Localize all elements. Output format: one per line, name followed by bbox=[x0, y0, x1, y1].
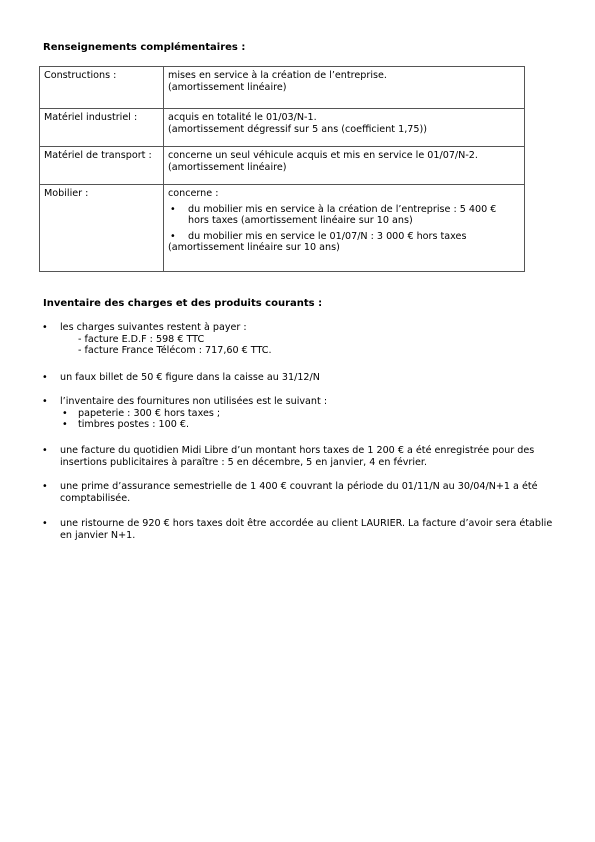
row-label: Mobilier : bbox=[40, 185, 164, 272]
inventaire-item-6 bbox=[40, 518, 560, 541]
bullet-icon: • bbox=[42, 481, 48, 492]
row-intro: concerne : bbox=[168, 188, 219, 199]
row-content bbox=[164, 109, 525, 147]
bullet-icon: • bbox=[42, 396, 48, 407]
table-row bbox=[40, 109, 525, 147]
sub-list-item-text: timbres postes : 100 €. bbox=[78, 419, 190, 430]
sub-list-item-text: papeterie : 300 € hors taxes ; bbox=[78, 407, 221, 419]
bullet-icon: • bbox=[170, 230, 176, 242]
bullet-icon: • bbox=[42, 372, 48, 383]
row-line: (amortissement dégressif sur 5 ans (coefficient 1,75)) bbox=[168, 123, 427, 135]
bullet-icon: • bbox=[42, 322, 48, 333]
row-content bbox=[164, 185, 525, 272]
list-item-text: l’inventaire des fournitures non utilisées est le suivant : bbox=[60, 396, 328, 407]
list-item-text: un faux billet de 50 € figure dans la caisse au 31/12/N bbox=[60, 372, 320, 383]
list-item-text: les charges suivantes restent à payer : bbox=[60, 322, 247, 333]
inventaire-item-2 bbox=[40, 372, 560, 384]
bullet-icon: • bbox=[42, 518, 48, 529]
row-content bbox=[164, 147, 525, 185]
sub-line: - facture France Télécom : 717,60 € TTC. bbox=[78, 345, 272, 356]
sub-list-item bbox=[60, 408, 560, 420]
bullet-icon: • bbox=[62, 419, 68, 430]
inventaire-item-5 bbox=[40, 481, 560, 504]
row-label: Matériel industriel : bbox=[40, 109, 164, 147]
section-heading-inventaire: Inventaire des charges et des produits courants : bbox=[43, 298, 323, 309]
list-item-text: du mobilier mis en service le 01/07/N : 3 000 € hors taxes (amortissement linéaire sur 10 ans) bbox=[168, 230, 467, 253]
row-line: (amortissement linéaire) bbox=[168, 161, 287, 173]
inventaire-item-4 bbox=[40, 445, 560, 468]
sub-list-item bbox=[60, 419, 560, 431]
section-heading-renseignements: Renseignements complémentaires : bbox=[43, 42, 246, 53]
row-line: (amortissement linéaire) bbox=[168, 81, 287, 93]
list-item-text: du mobilier mis en service à la création de l’entreprise : 5 400 € hors taxes (amortissement linéaire sur 10 ans) bbox=[188, 203, 497, 226]
list-item bbox=[168, 204, 520, 227]
row-content bbox=[164, 67, 525, 109]
list-item bbox=[168, 231, 520, 254]
inventaire-item-1 bbox=[40, 322, 560, 357]
row-line: concerne un seul véhicule acquis et mis en service le 01/07/N-2. bbox=[168, 150, 478, 161]
row-line: acquis en totalité le 01/03/N-1. bbox=[168, 112, 317, 123]
bullet-icon: • bbox=[170, 203, 176, 215]
row-label: Constructions : bbox=[40, 67, 164, 109]
table-row bbox=[40, 185, 525, 272]
list-item-text: une ristourne de 920 € hors taxes doit être accordée au client LAURIER. La facture d’avoir sera établie en janvier N+1. bbox=[60, 518, 553, 541]
bullet-icon: • bbox=[62, 407, 68, 419]
row-label: Matériel de transport : bbox=[40, 147, 164, 185]
renseignements-table bbox=[39, 66, 525, 272]
row-line: mises en service à la création de l’entreprise. bbox=[168, 70, 387, 81]
inventaire-item-3 bbox=[40, 396, 560, 431]
list-item-text: une prime d’assurance semestrielle de 1 400 € couvrant la période du 01/11/N au 30/04/N+1 a été comptabilisée. bbox=[60, 481, 538, 504]
sub-line: - facture E.D.F : 598 € TTC bbox=[78, 333, 205, 345]
table-row bbox=[40, 147, 525, 185]
list-item-text: une facture du quotidien Midi Libre d’un montant hors taxes de 1 200 € a été enregistrée pour des insertions publicitaires à paraître : 5 en décembre, 5 en janvier, 4 en février. bbox=[60, 445, 535, 468]
bullet-icon: • bbox=[42, 445, 48, 456]
table-row bbox=[40, 67, 525, 109]
mobilier-list bbox=[168, 204, 520, 254]
